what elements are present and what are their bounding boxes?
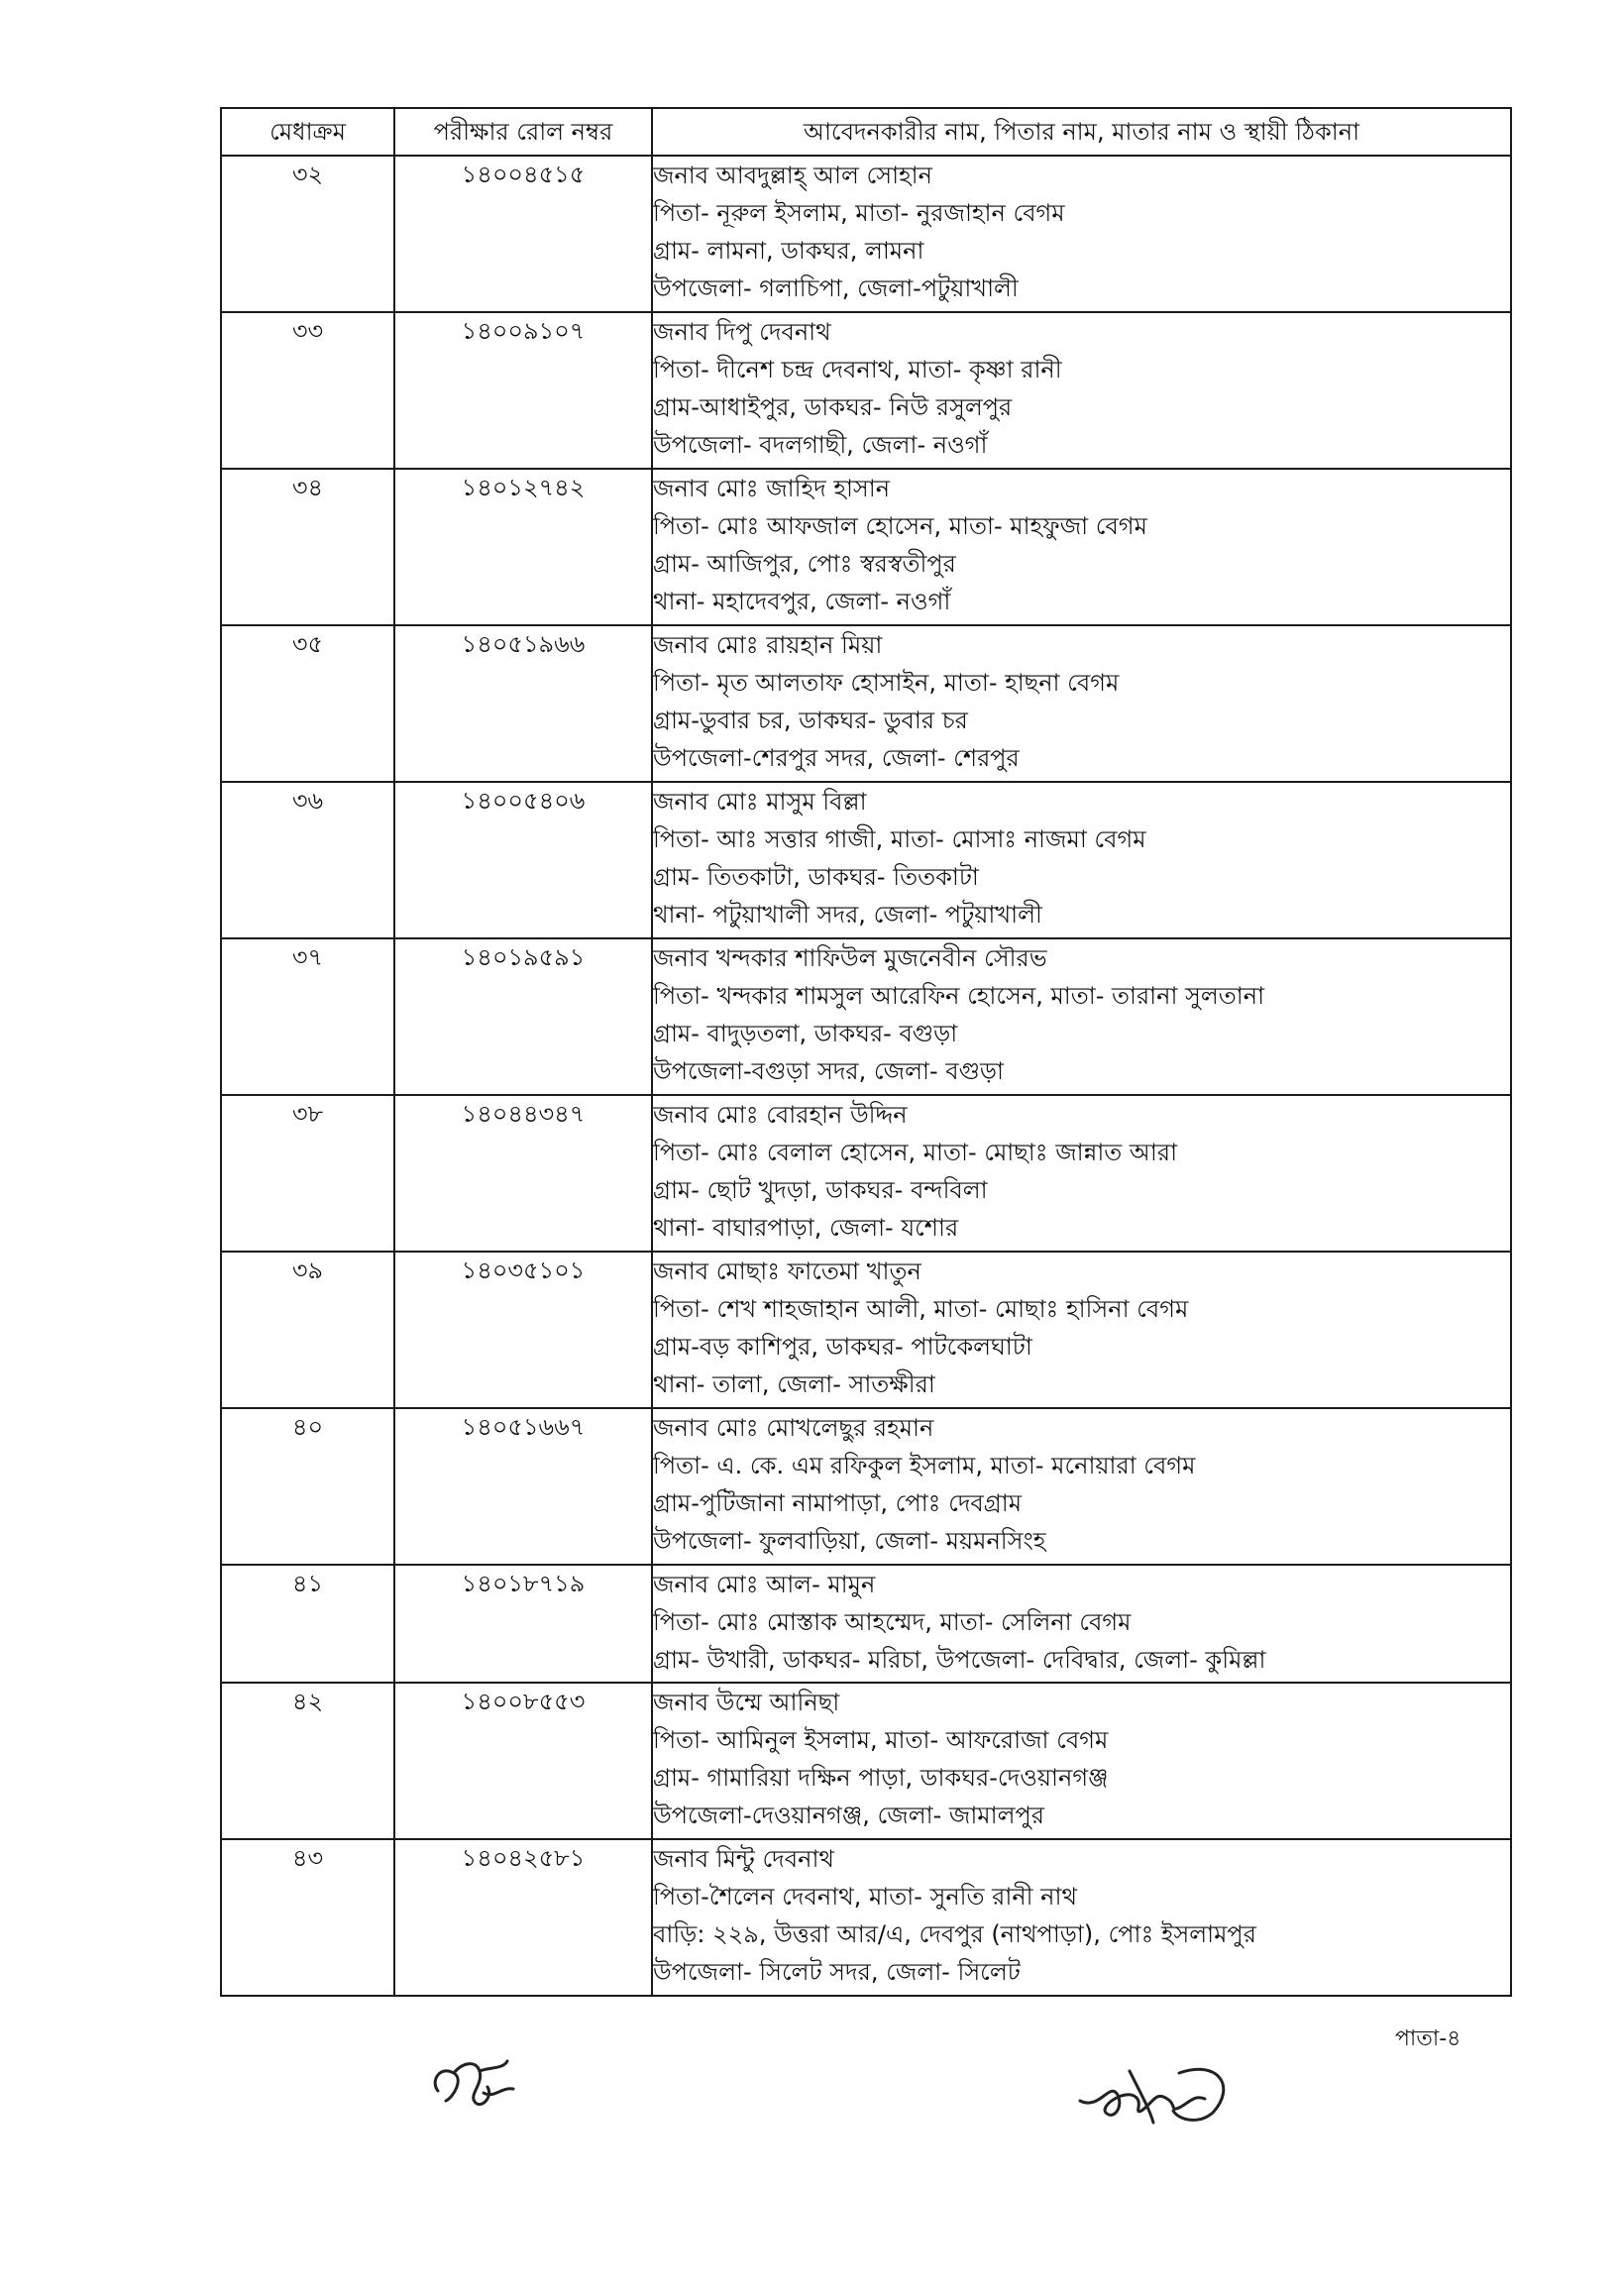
applicant-info-line: উপজেলা-শেরপুর সদর, জেলা- শেরপুর: [653, 744, 1020, 772]
table-row: [221, 938, 1511, 1095]
merit-rank-cell: ৪০: [221, 1408, 394, 1565]
applicant-info-cell: [652, 782, 1511, 938]
applicant-info-line: গ্রাম-ডুবার চর, ডাকঘর- ডুবার চর: [653, 707, 968, 734]
applicant-info-line: জনাব আবদুল্লাহ্ আল সোহান: [653, 162, 932, 189]
table-row: [221, 156, 1511, 312]
table-row: [221, 782, 1511, 938]
applicant-info-line: গ্রাম- আজিপুর, পোঃ স্বরস্বতীপুর: [653, 550, 956, 578]
merit-rank-cell: ৩৩: [221, 312, 394, 469]
roll-number-cell: ১৪০৫১৬৬৭: [394, 1408, 652, 1565]
applicant-info-line: গ্রাম- ছোট খুদড়া, ডাকঘর- বন্দবিলা: [653, 1176, 988, 1204]
table-header-row: [221, 108, 1511, 156]
roll-number-cell: ১৪০১৮৭১৯: [394, 1565, 652, 1683]
applicant-info-line: পিতা- মোঃ আফজাল হোসেন, মাতা- মাহফুজা বেগম: [653, 512, 1147, 540]
table-body: [221, 156, 1511, 1996]
applicant-info-cell: [652, 938, 1511, 1095]
merit-rank-cell: ৩৬: [221, 782, 394, 938]
signature-left: [424, 2051, 533, 2125]
applicant-info-line: জনাব মিন্টু দেবনাথ: [653, 1845, 834, 1873]
applicant-info-line: জনাব উম্মে আনিছা: [653, 1689, 840, 1716]
roll-number-cell: ১৪০০৫৪০৬: [394, 782, 652, 938]
applicant-info-line: পিতা- খন্দকার শামসুল আরেফিন হোসেন, মাতা- তারানা সুলতানা: [653, 982, 1265, 1010]
applicant-info-line: পিতা- মোঃ বেলাল হোসেন, মাতা- মোছাঃ জান্নাত আরা: [653, 1139, 1178, 1166]
applicant-info-line: জনাব মোঃ মোখলেছুর রহমান: [653, 1414, 934, 1442]
table-row: [221, 469, 1511, 625]
merit-rank-cell: ৪৩: [221, 1839, 394, 1996]
applicant-info-line: বাড়ি: ২২৯, উত্তরা আর/এ, দেবপুর (নাথপাড়া), পোঃ ইসলামপুর: [653, 1920, 1256, 1948]
applicant-info-cell: [652, 1683, 1511, 1839]
applicant-info-cell: [652, 1252, 1511, 1408]
roll-number-cell: ১৪০৩৫১০১: [394, 1252, 652, 1408]
roll-number-cell: ১৪০৪৪৩৪৭: [394, 1095, 652, 1252]
applicant-info-cell: [652, 1408, 1511, 1565]
table-row: [221, 1683, 1511, 1839]
applicant-info-line: গ্রাম-আধাইপুর, ডাকঘর- নিউ রসুলপুর: [653, 393, 1013, 421]
signature-right: [1070, 2051, 1239, 2134]
applicant-info-line: জনাব মোঃ জাহিদ হাসান: [653, 475, 891, 502]
applicant-info-line: গ্রাম- উখারী, ডাকঘর- মরিচা, উপজেলা- দেবিদ্বার, জেলা- কুমিল্লা: [653, 1646, 1266, 1674]
merit-rank-cell: ৩৯: [221, 1252, 394, 1408]
merit-rank-cell: ৩৪: [221, 469, 394, 625]
applicant-info-line: পিতা- দীনেশ চন্দ্র দেবনাথ, মাতা- কৃষ্ণা রানী: [653, 356, 1062, 383]
applicant-info-line: গ্রাম-বড় কাশিপুর, ডাকঘর- পাটকেলঘাটা: [653, 1333, 1032, 1361]
merit-rank-cell: ৩৮: [221, 1095, 394, 1252]
applicant-info-line: পিতা- নূরুল ইসলাম, মাতা- নুরজাহান বেগম: [653, 199, 1065, 227]
header-rank: মেধাক্রম: [221, 108, 394, 156]
applicant-info-line: উপজেলা- বদলগাছী, জেলা- নওগাঁ: [653, 431, 988, 459]
applicant-info-line: জনাব মোছাঃ ফাতেমা খাতুন: [653, 1257, 921, 1285]
applicant-info-line: থানা- তালা, জেলা- সাতক্ষীরা: [653, 1370, 935, 1398]
applicant-info-cell: [652, 469, 1511, 625]
applicant-info-line: উপজেলা- সিলেট সদর, জেলা- সিলেট: [653, 1958, 1021, 1986]
applicant-info-line: পিতা- এ. কে. এম রফিকুল ইসলাম, মাতা- মনোয়ারা বেগম: [653, 1452, 1196, 1479]
table-row: [221, 312, 1511, 469]
applicant-info-line: জনাব মোঃ আল- মামুন: [653, 1571, 876, 1598]
applicant-info-cell: [652, 1565, 1511, 1683]
table-row: [221, 1095, 1511, 1252]
applicant-info-cell: [652, 312, 1511, 469]
table-row: [221, 625, 1511, 782]
header-roll: পরীক্ষার রোল নম্বর: [394, 108, 652, 156]
roll-number-cell: ১৪০০৪৫১৫: [394, 156, 652, 312]
table-row: [221, 1565, 1511, 1683]
roll-number-cell: ১৪০০৯১০৭: [394, 312, 652, 469]
header-info: আবেদনকারীর নাম, পিতার নাম, মাতার নাম ও স্থায়ী ঠিকানা: [652, 108, 1511, 156]
applicant-info-line: জনাব মোঃ বোরহান উদ্দিন: [653, 1101, 908, 1129]
applicant-info-line: থানা- পটুয়াখালী সদর, জেলা- পটুয়াখালী: [653, 901, 1042, 929]
merit-rank-cell: ৩৭: [221, 938, 394, 1095]
applicant-info-cell: [652, 625, 1511, 782]
table-row: [221, 1839, 1511, 1996]
table-row: [221, 1252, 1511, 1408]
applicant-info-line: থানা- বাঘারপাড়া, জেলা- যশোর: [653, 1214, 959, 1242]
applicant-info-line: গ্রাম- তিতকাটা, ডাকঘর- তিতকাটা: [653, 863, 979, 891]
applicant-info-cell: [652, 1839, 1511, 1996]
roll-number-cell: ১৪০০৮৫৫৩: [394, 1683, 652, 1839]
applicant-info-line: জনাব মোঃ মাসুম বিল্লা: [653, 788, 867, 816]
applicant-info-cell: [652, 156, 1511, 312]
roll-number-cell: ১৪০৪২৫৮১: [394, 1839, 652, 1996]
applicant-info-line: পিতা- মোঃ মোস্তাক আহম্মেদ, মাতা- সেলিনা বেগম: [653, 1608, 1132, 1636]
page-number: পাতা-৪: [1395, 2026, 1461, 2051]
applicant-info-line: পিতা- মৃত আলতাফ হোসাইন, মাতা- হাছনা বেগম: [653, 669, 1120, 697]
applicant-info-cell: [652, 1095, 1511, 1252]
applicant-info-line: গ্রাম- লামনা, ডাকঘর, লামনা: [653, 237, 924, 265]
applicant-info-line: গ্রাম- গামারিয়া দক্ষিন পাড়া, ডাকঘর-দেওয়ানগঞ্জ: [653, 1764, 1109, 1792]
applicant-info-line: গ্রাম- বাদুড়তলা, ডাকঘর- বগুড়া: [653, 1020, 958, 1047]
applicant-info-line: উপজেলা-দেওয়ানগঞ্জ, জেলা- জামালপুর: [653, 1802, 1044, 1829]
applicant-info-line: থানা- মহাদেবপুর, জেলা- নওগাঁ: [653, 588, 951, 615]
applicant-info-line: জনাব দিপু দেবনাথ: [653, 318, 831, 346]
applicant-info-line: উপজেলা- গলাচিপা, জেলা-পটুয়াখালী: [653, 274, 1019, 302]
applicant-info-line: উপজেলা- ফুলবাড়িয়া, জেলা- ময়মনসিংহ: [653, 1527, 1046, 1555]
applicant-info-line: গ্রাম-পুটিজানা নামাপাড়া, পোঃ দেবগ্রাম: [653, 1489, 1023, 1517]
table-row: [221, 1408, 1511, 1565]
merit-rank-cell: ৪২: [221, 1683, 394, 1839]
applicant-info-line: উপজেলা-বগুড়া সদর, জেলা- বগুড়া: [653, 1057, 1004, 1085]
roll-number-cell: ১৪০১৯৫৯১: [394, 938, 652, 1095]
applicant-info-line: পিতা- আঃ সত্তার গাজী, মাতা- মোসাঃ নাজমা বেগম: [653, 825, 1146, 853]
merit-rank-cell: ৩২: [221, 156, 394, 312]
applicant-info-line: পিতা- শেখ শাহজাহান আলী, মাতা- মোছাঃ হাসিনা বেগম: [653, 1295, 1189, 1323]
applicant-info-line: পিতা-শৈলেন দেবনাথ, মাতা- সুনতি রানী নাথ: [653, 1883, 1077, 1911]
merit-list-table: [220, 107, 1512, 1997]
merit-rank-cell: ৪১: [221, 1565, 394, 1683]
merit-rank-cell: ৩৫: [221, 625, 394, 782]
roll-number-cell: ১৪০৫১৯৬৬: [394, 625, 652, 782]
applicant-info-line: জনাব খন্দকার শাফিউল মুজনেবীন সৌরভ: [653, 944, 1047, 972]
applicant-info-line: জনাব মোঃ রায়হান মিয়া: [653, 631, 883, 659]
roll-number-cell: ১৪০১২৭৪২: [394, 469, 652, 625]
applicant-info-line: পিতা- আমিনুল ইসলাম, মাতা- আফরোজা বেগম: [653, 1726, 1109, 1754]
